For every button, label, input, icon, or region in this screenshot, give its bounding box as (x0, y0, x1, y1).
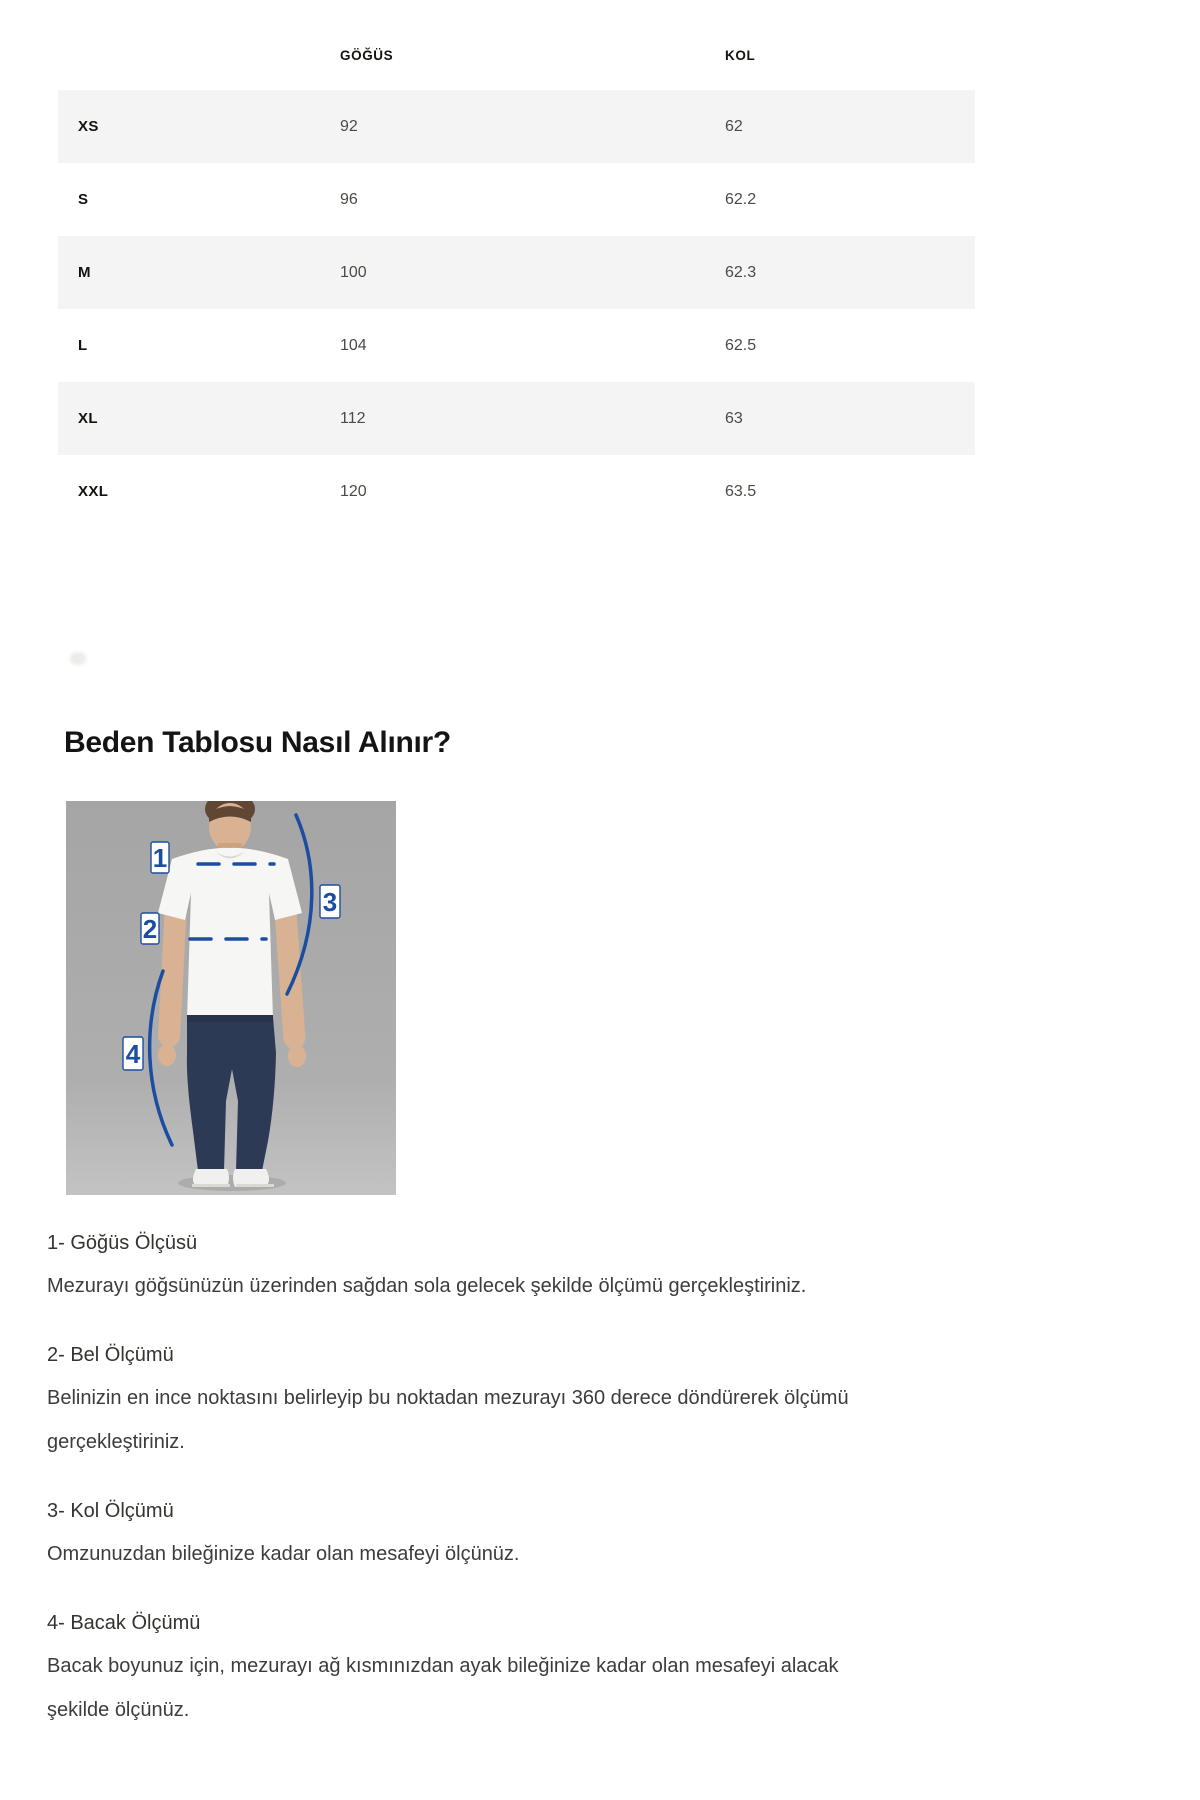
chest-cell: 92 (340, 117, 358, 135)
size-table (58, 20, 975, 528)
instruction-chest (47, 1222, 1047, 1308)
header-arm: KOL (725, 47, 756, 63)
instruction-text: Omzunuzdan bileğinize kadar olan mesafeyi ölçünüz. (47, 1543, 520, 1565)
size-cell: L (78, 337, 88, 354)
arm-cell: 63 (725, 409, 743, 427)
chest-cell: 100 (340, 263, 367, 281)
size-cell: XS (78, 118, 99, 135)
arm-cell: 62.2 (725, 190, 757, 208)
instruction-text: Mezurayı göğsünüzün üzerinden sağdan sola gelecek şekilde ölçümü gerçekleştiriniz. (47, 1275, 807, 1297)
size-cell: S (78, 191, 89, 208)
table-row (58, 455, 975, 528)
badge-leg (123, 1037, 143, 1070)
instruction-title: 1- Göğüs Ölçüsü (47, 1232, 198, 1254)
model-photo (66, 801, 396, 1195)
size-cell: XXL (78, 483, 109, 500)
badge-chest (151, 842, 169, 873)
faint-artifact (70, 652, 86, 665)
chest-cell: 104 (340, 336, 367, 354)
header-chest: GÖĞÜS (340, 47, 394, 63)
measurement-instructions (47, 1222, 1047, 1758)
table-row (58, 236, 975, 309)
chest-cell: 120 (340, 482, 367, 500)
size-cell: M (78, 264, 91, 281)
arm-cell: 63.5 (725, 482, 757, 500)
instruction-waist (47, 1334, 1047, 1464)
svg-text:2: 2 (142, 914, 158, 944)
table-row (58, 309, 975, 382)
instruction-arm (47, 1490, 1047, 1576)
instruction-title: 3- Kol Ölçümü (47, 1500, 174, 1522)
table-row (58, 382, 975, 455)
instruction-title: 2- Bel Ölçümü (47, 1344, 174, 1366)
svg-text:3: 3 (322, 887, 338, 917)
arm-cell: 62.5 (725, 336, 757, 354)
instruction-leg (47, 1602, 1047, 1732)
table-header-row (58, 20, 975, 90)
size-cell: XL (78, 410, 98, 427)
badge-waist (141, 913, 159, 944)
instruction-text: şekilde ölçünüz. (47, 1699, 190, 1721)
page-title: Beden Tablosu Nasıl Alınır? (64, 726, 451, 759)
svg-text:1: 1 (152, 843, 168, 873)
instruction-title: 4- Bacak Ölçümü (47, 1612, 201, 1634)
instruction-text: gerçekleştiriniz. (47, 1431, 185, 1453)
measurement-figure (66, 801, 396, 1195)
table-row (58, 163, 975, 236)
chest-cell: 96 (340, 190, 358, 208)
arm-cell: 62 (725, 117, 743, 135)
chest-cell: 112 (340, 409, 366, 427)
table-row (58, 90, 975, 163)
instruction-text: Belinizin en ince noktasını belirleyip bu noktadan mezurayı 360 derece döndürerek ölçümü (47, 1387, 849, 1409)
badge-arm (320, 885, 340, 918)
arm-cell: 62.3 (725, 263, 757, 281)
svg-text:4: 4 (125, 1039, 141, 1069)
instruction-text: Bacak boyunuz için, mezurayı ağ kısmınızdan ayak bileğinize kadar olan mesafeyi alacak (47, 1655, 839, 1677)
